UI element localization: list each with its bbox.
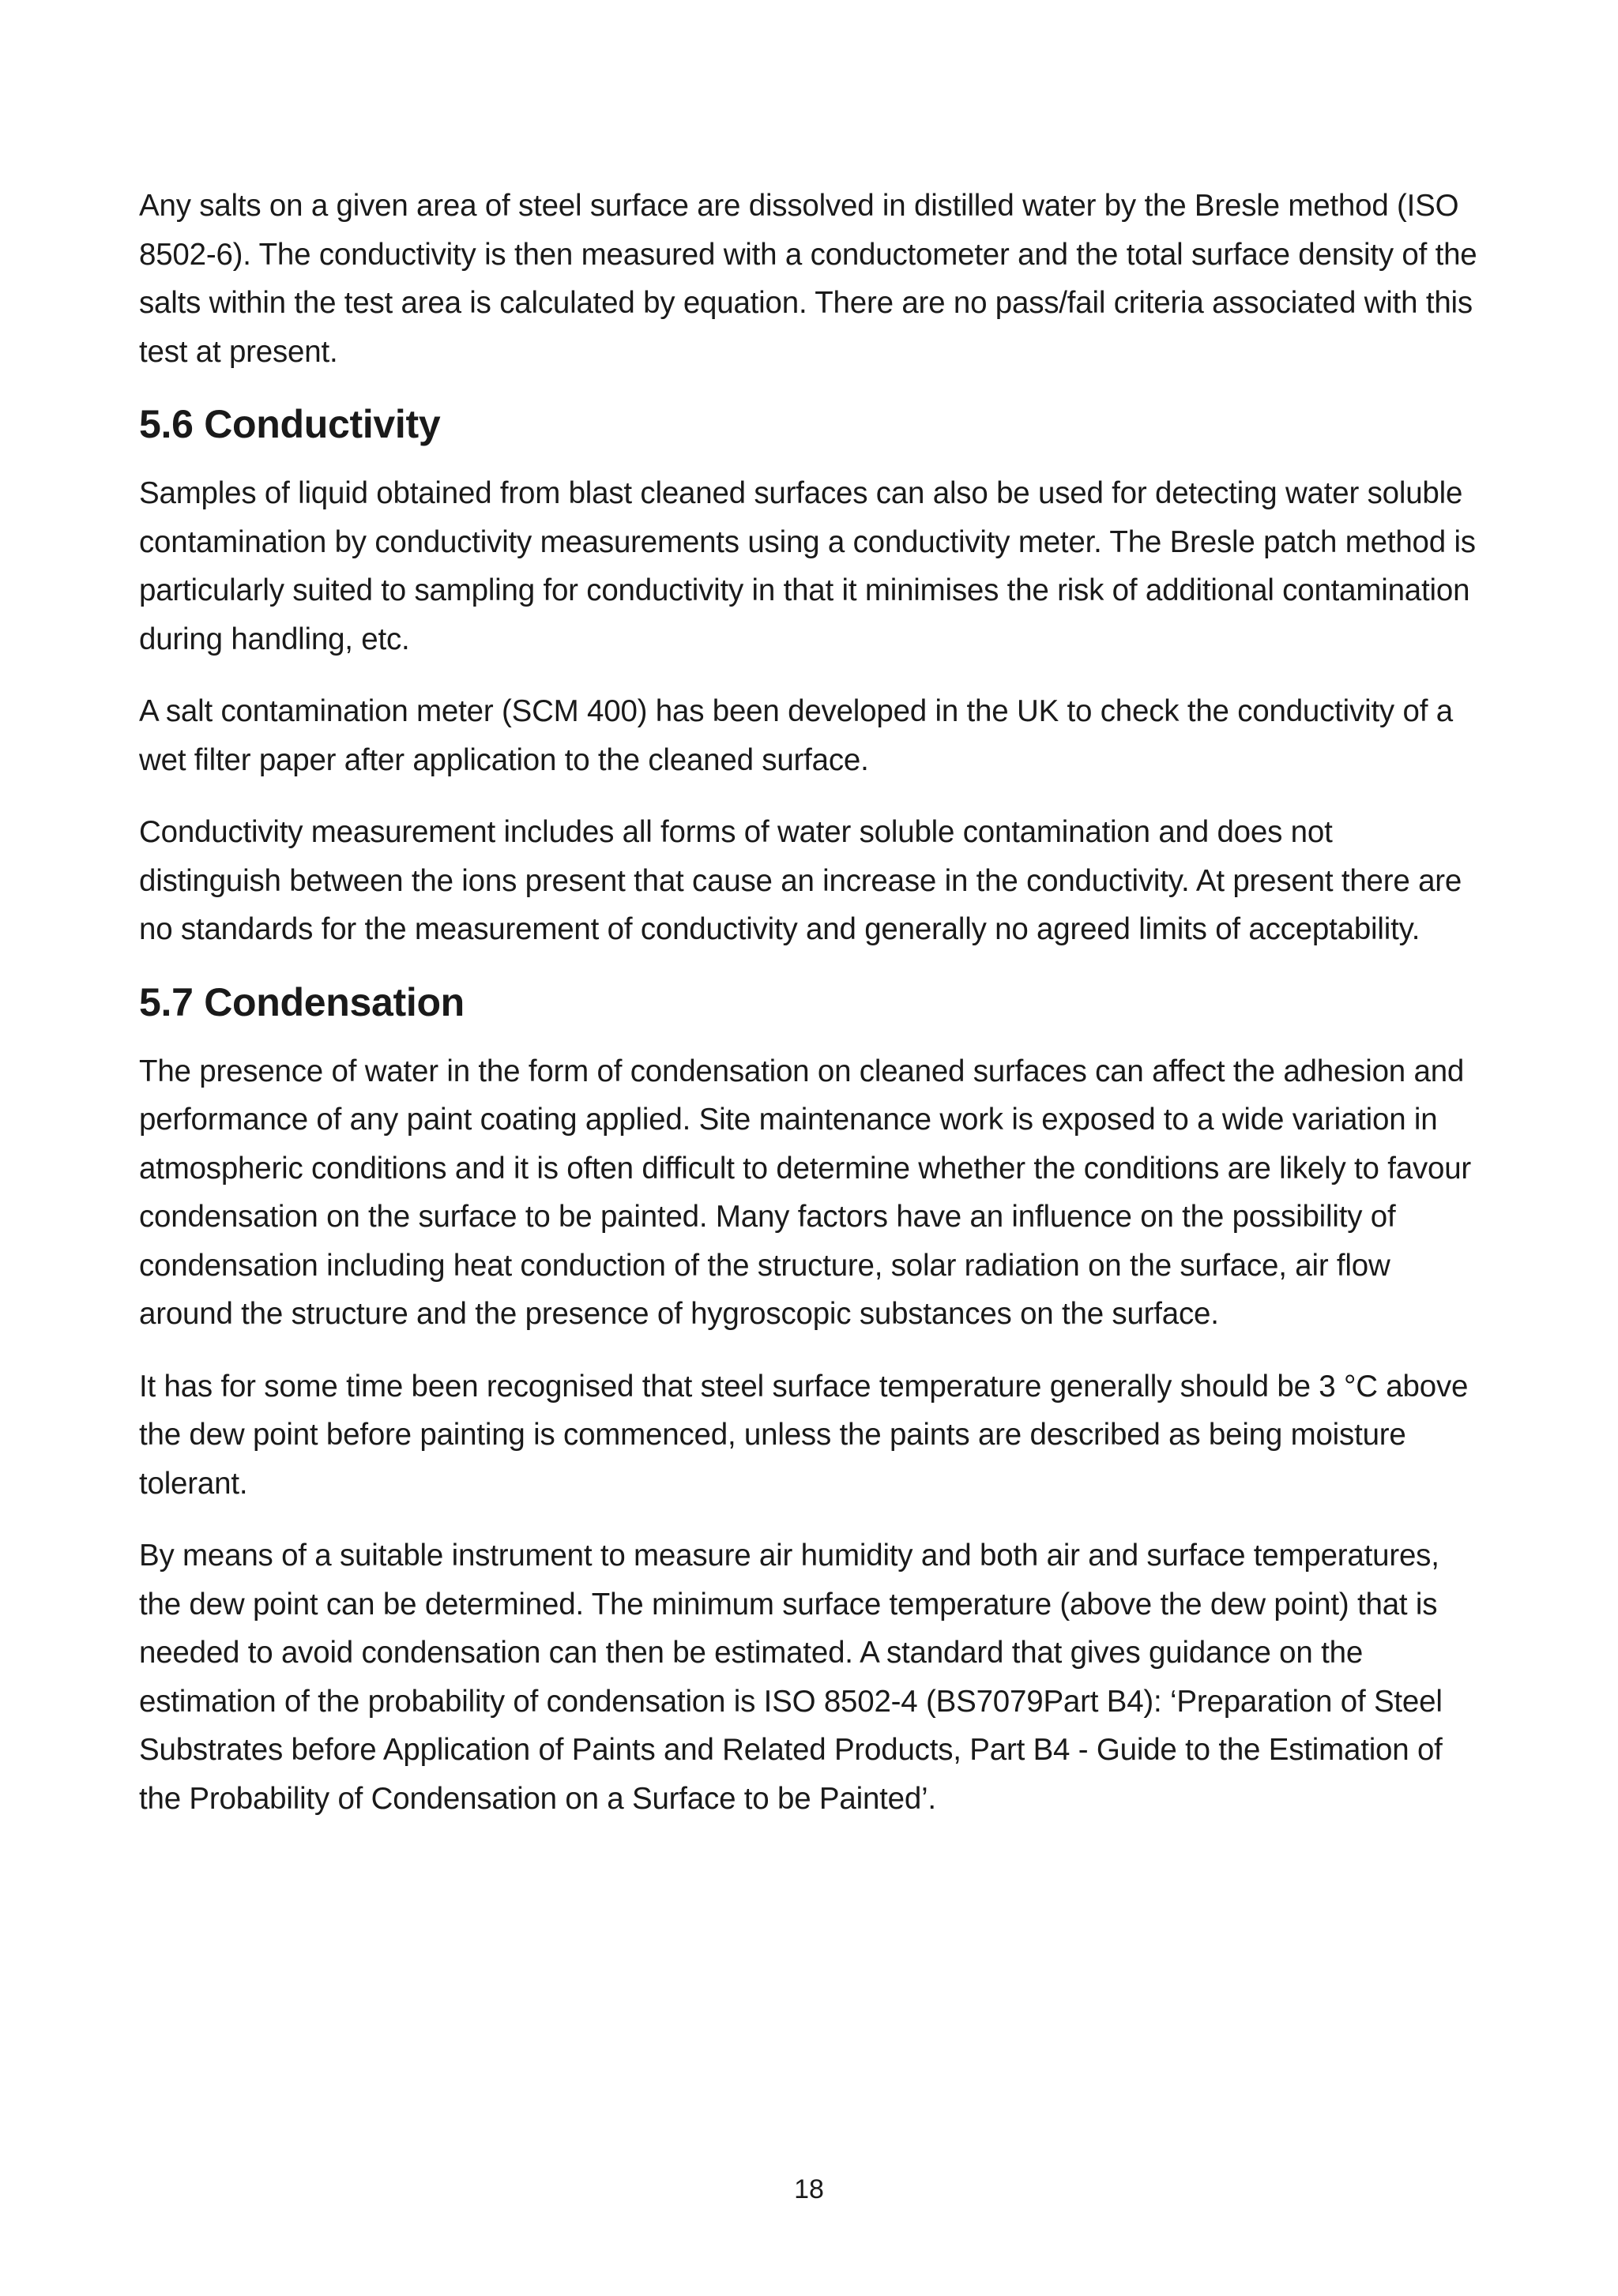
conductivity-paragraph-1: Samples of liquid obtained from blast cleaned surfaces can also be used for detecting water soluble contamination by conductivity measurements using a conductivity meter. The Bresle patch method is particularly suited to sampling for conductivity in that it minimises the risk of additional contamination during handling, etc.: [139, 476, 1476, 656]
condensation-paragraph-1: The presence of water in the form of condensation on cleaned surfaces can affect the adhesion and performance of any paint coating applied. Site maintenance work is exposed to a wide variation in atmospheric conditions and it is often difficult to determine whether the conditions are likely to favour condensation on the surface to be painted. Many factors have an influence on the possibility of condensation including heat conduction of the structure, solar radiation on the surface, air flow around the structure and the presence of hygroscopic substances on the surface.: [139, 1054, 1472, 1331]
section-heading-condensation: 5.7 Condensation: [139, 979, 465, 1024]
condensation-paragraph-3: By means of a suitable instrument to measure air humidity and both air and surface temperatures, the dew point can be determined. The minimum surface temperature (above the dew point) that is needed to avoid condensation can then be estimated. A standard that gives guidance on the estimation of the probability of condensation is ISO 8502-4 (BS7079Part B4): ‘Preparation of Steel Substrates before Application of Paints and Related Products, Part B4 - Guide to the Estimation of the Probability of Condensation on a Surface to be Painted’.: [139, 1539, 1443, 1816]
conductivity-paragraph-2: A salt contamination meter (SCM 400) has been developed in the UK to check the conductivity of a wet filter paper after application to the cleaned surface.: [139, 694, 1453, 777]
page-content: [139, 182, 1482, 1847]
page-number: 18: [794, 2174, 824, 2204]
section-heading-conductivity: 5.6 Conductivity: [139, 402, 441, 446]
intro-paragraph: Any salts on a given area of steel surface are dissolved in distilled water by the Bresle method (ISO 8502-6). The conductivity is then measured with a conductometer and the total surface density of the salts within the test area is calculated by equation. There are no pass/fail criteria associated with this test at present.: [139, 189, 1477, 369]
conductivity-paragraph-3: Conductivity measurement includes all forms of water soluble contamination and does not distinguish between the ions present that cause an increase in the conductivity. At present there are no standards for the measurement of conductivity and generally no agreed limits of acceptability.: [139, 815, 1462, 946]
condensation-paragraph-2: It has for some time been recognised that steel surface temperature generally should be 3 °C above the dew point before painting is commenced, unless the paints are described as being moisture tolerant.: [139, 1369, 1469, 1501]
